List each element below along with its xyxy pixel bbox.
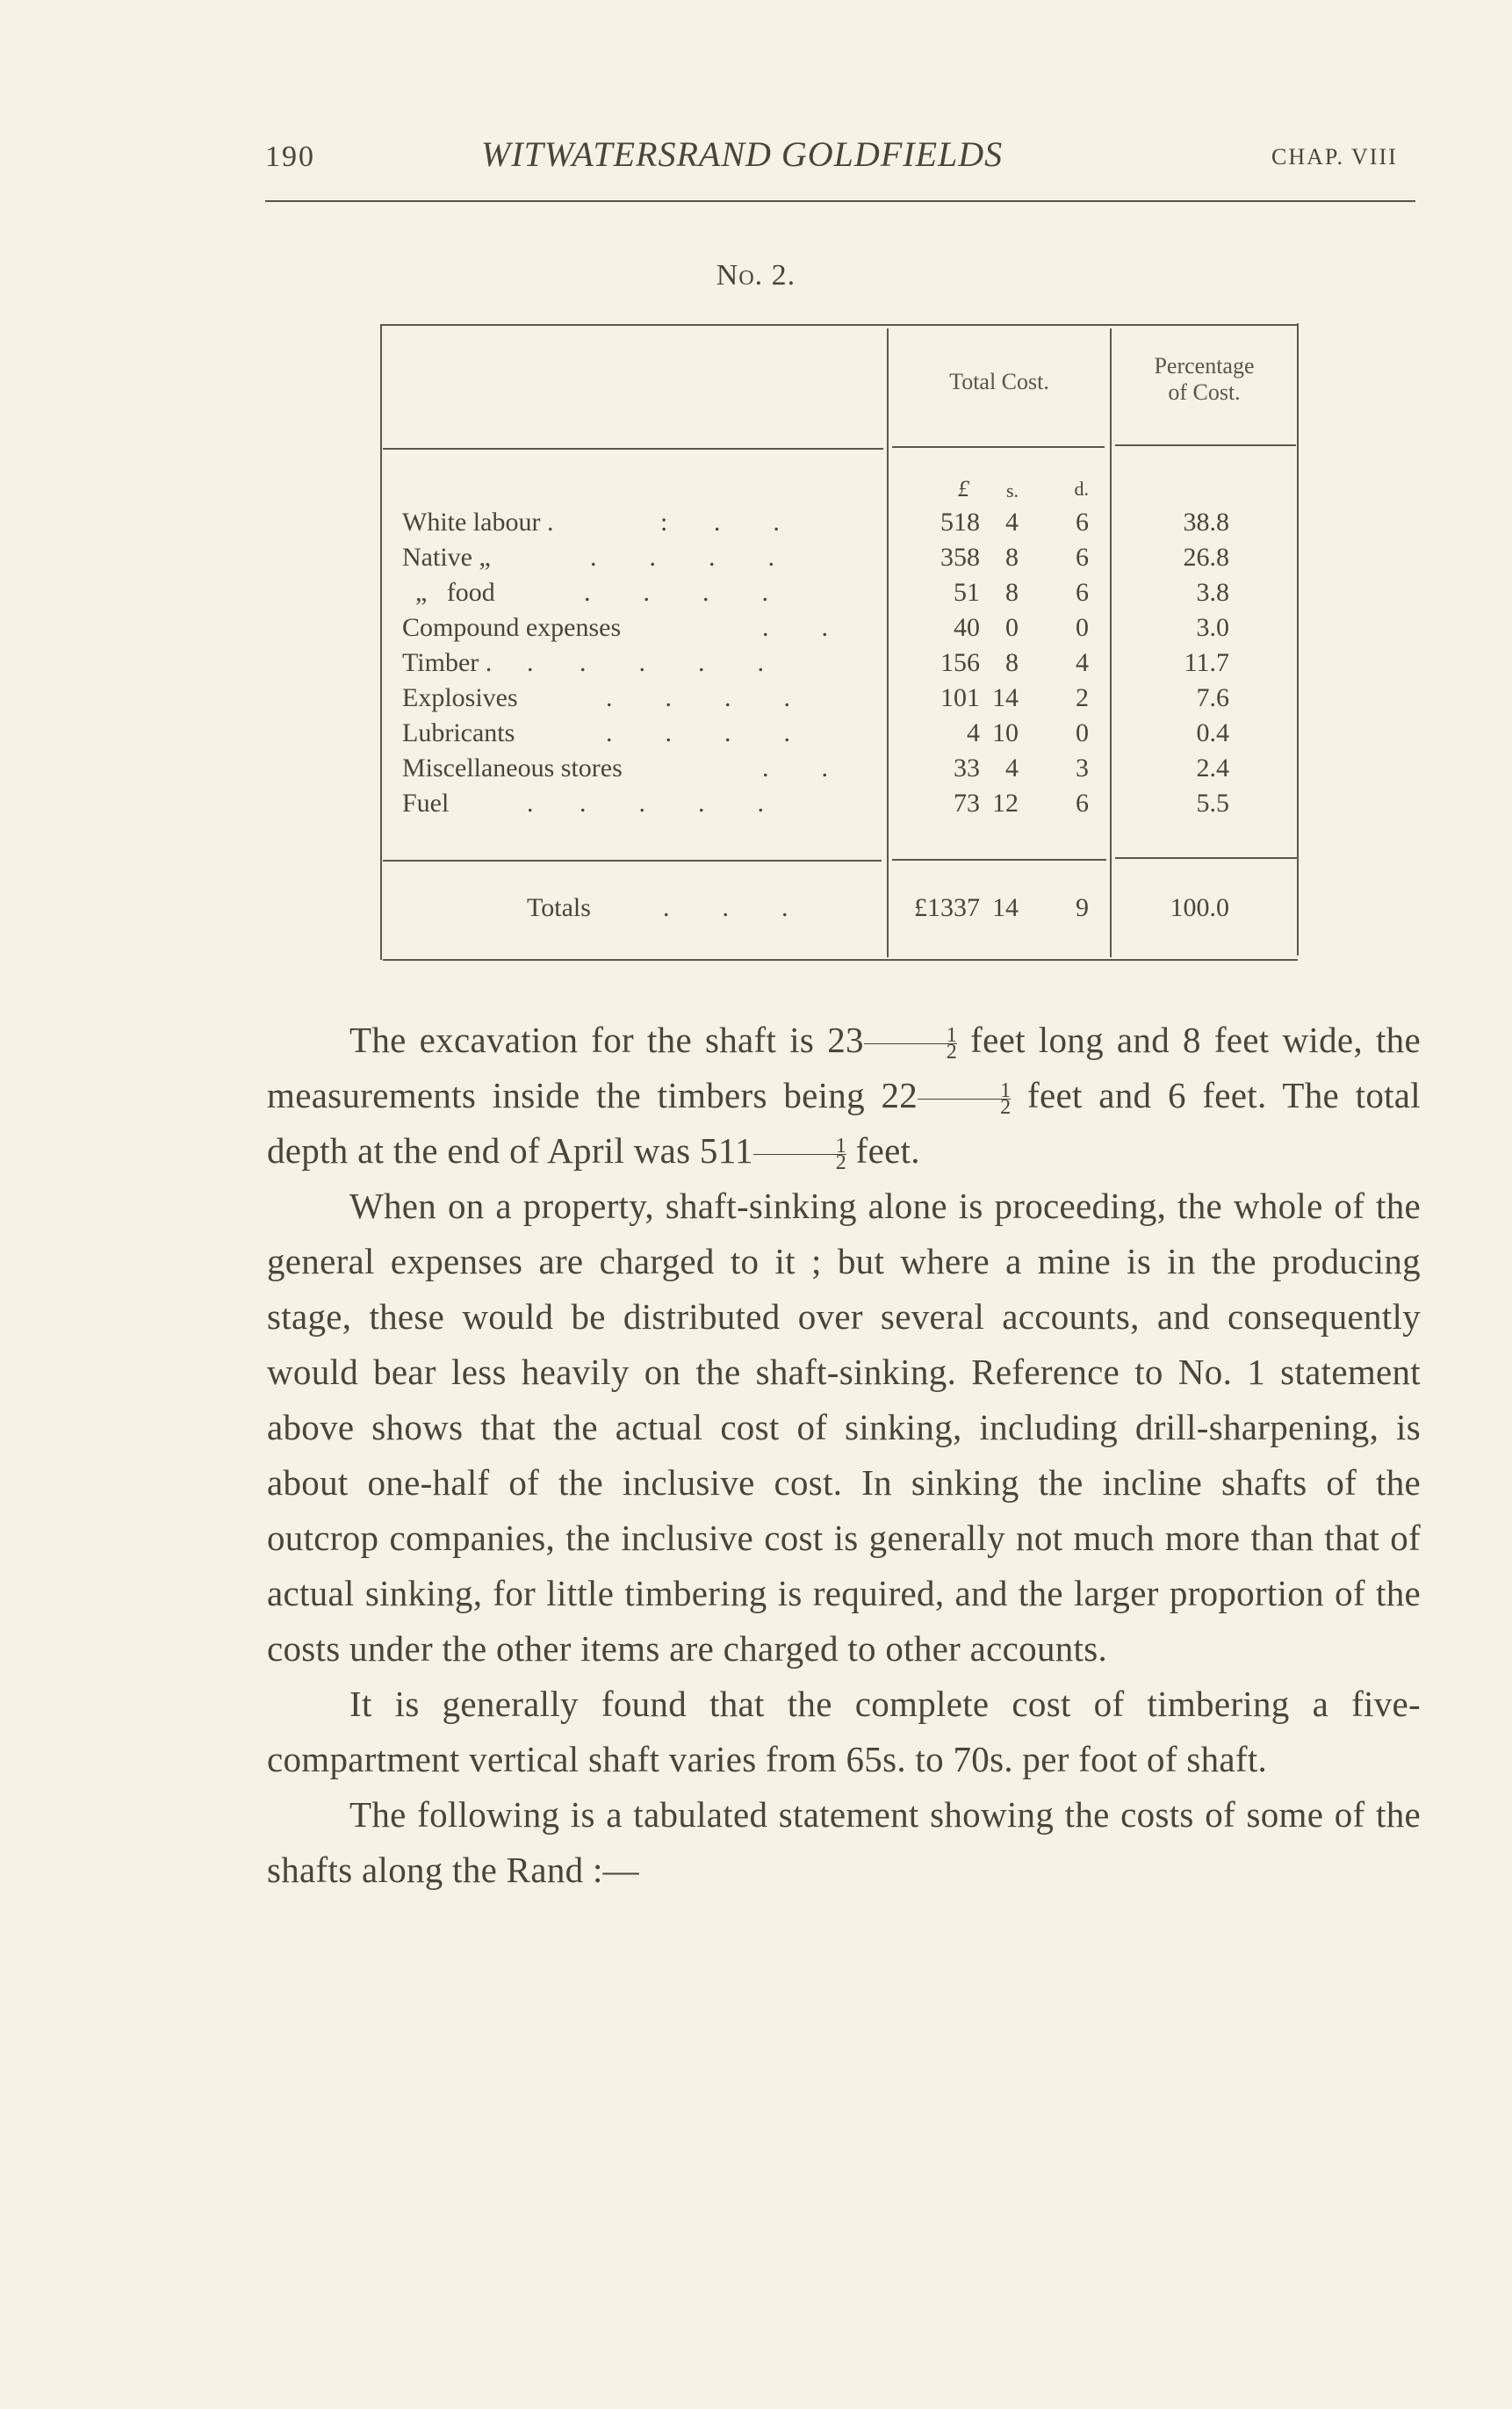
body-text <box>267 1013 1421 1898</box>
paragraph: It is generally found that the complete cost of timbering a five-compartment vertical shaft varies from 65s. to 70s. per foot of shaft. <box>267 1684 1421 1779</box>
row-shillings: 8 <box>1005 578 1019 607</box>
row-shillings: 4 <box>1005 508 1019 537</box>
table-left-border <box>380 326 382 960</box>
row-pence: 6 <box>1076 543 1089 572</box>
header-bottom-rule <box>892 446 1105 448</box>
row-shillings: 4 <box>1005 754 1019 783</box>
row-leader-dots: . . . . . <box>527 648 764 677</box>
row-label: Miscellaneous stores <box>402 754 623 783</box>
totals-top-rule <box>1115 857 1298 859</box>
row-leader-dots: . . . . <box>590 543 774 572</box>
row-pence: 6 <box>1076 578 1089 607</box>
row-pence: 6 <box>1076 508 1089 537</box>
row-pence: 2 <box>1076 683 1089 712</box>
paragraph: The excavation for the shaft is 23 $\frac{1}{2}$ feet long and 8 feet wide, the measurements inside the timbers being 22 $\frac{1}{2}$ feet and 6 feet. The total depth at the end of April was 511 $\frac{1}{2}$ feet. <box>267 1020 1421 1175</box>
row-pounds: 101 <box>940 683 980 712</box>
row-shillings: 14 <box>992 683 1019 712</box>
header-percentage-line1: Percentage <box>1154 353 1255 379</box>
row-leader-dots: . . . <box>663 893 788 922</box>
totals-label: Totals <box>527 893 591 922</box>
row-label: Native „ <box>402 543 491 572</box>
row-pence: 3 <box>1076 754 1089 783</box>
totals-pence: 9 <box>1076 893 1089 922</box>
row-pence: 6 <box>1076 789 1089 818</box>
paragraph: When on a property, shaft-sinking alone is proceeding, the whole of the general expenses are charged to it ; but where a mine is in the producing stage, these would be distributed over several accounts, and consequently would bear less heavily on the shaft-sinking. Reference to No. 1 statement above shows that the actual cost of sinking, including drill-sharpening, is about one-half of the inclusive cost. In sinking the incline shafts of the outcrop companies, the inclusive cost is generally not much more than that of actual sinking, for little timbering is required, and the larger proportion of the costs under the other items are charged to other accounts. <box>267 1186 1421 1669</box>
table-bottom-rule <box>383 959 1298 961</box>
totals-percent: 100.0 <box>1170 893 1229 922</box>
totals-top-rule <box>892 859 1106 861</box>
row-pounds: 40 <box>954 613 980 642</box>
header-rule <box>265 200 1415 202</box>
table-title: No. 2. <box>716 259 796 292</box>
fraction-half: $\frac{1}{2}$ <box>864 1028 957 1060</box>
row-shillings: 0 <box>1005 613 1019 642</box>
totals-top-rule <box>383 860 882 862</box>
paragraph: The following is a tabulated statement showing the costs of some of the shafts along the Rand :— <box>267 1794 1421 1890</box>
row-pounds: 73 <box>954 789 980 818</box>
fraction-half: $\frac{1}{2}$ <box>918 1083 1011 1115</box>
unit-pounds: £ <box>958 476 969 501</box>
row-percent: 3.8 <box>1196 578 1229 607</box>
row-percent: 11.7 <box>1184 648 1229 677</box>
unit-shillings: s. <box>1005 480 1019 501</box>
row-pence: 0 <box>1076 613 1089 642</box>
table-right-border <box>1297 323 1299 956</box>
row-pounds: 33 <box>954 754 980 783</box>
row-shillings: 12 <box>992 789 1019 818</box>
column-divider <box>887 328 889 957</box>
totals-shillings: 14 <box>992 893 1019 922</box>
row-percent: 38.8 <box>1183 508 1229 537</box>
row-shillings: 8 <box>1005 543 1019 572</box>
row-percent: 3.0 <box>1196 613 1229 642</box>
header-percentage-line2: of Cost. <box>1168 379 1241 405</box>
row-pounds: 156 <box>940 648 980 677</box>
header-total-cost: Total Cost. <box>949 369 1049 394</box>
header-bottom-rule <box>383 448 883 450</box>
page-number: 190 <box>265 141 315 173</box>
row-label: Lubricants <box>402 718 515 747</box>
chapter-label: CHAP. VIII <box>1271 144 1398 169</box>
row-percent: 0.4 <box>1196 718 1229 747</box>
row-shillings: 8 <box>1005 648 1019 677</box>
table-top-rule <box>380 324 1297 326</box>
row-leader-dots: . . <box>762 613 828 642</box>
row-percent: 7.6 <box>1196 683 1229 712</box>
row-percent: 26.8 <box>1183 543 1229 572</box>
row-shillings: 10 <box>992 718 1019 747</box>
row-label: Fuel <box>402 789 450 818</box>
row-label: Explosives <box>402 683 518 712</box>
row-pounds: 358 <box>940 543 980 572</box>
header-percentage <box>1112 353 1297 406</box>
row-pounds: 4 <box>967 718 980 747</box>
row-leader-dots: . . <box>762 754 828 783</box>
row-label: „ food <box>402 578 495 607</box>
running-title: WITWATERSRAND GOLDFIELDS <box>481 134 1004 174</box>
header-bottom-rule <box>1115 444 1296 446</box>
row-label: Compound expenses <box>402 613 622 642</box>
column-divider <box>1110 328 1112 957</box>
unit-pence: d. <box>1074 478 1089 500</box>
row-pence: 0 <box>1076 718 1089 747</box>
row-leader-dots: : . . <box>660 508 780 537</box>
row-leader-dots: . . . . <box>606 718 790 747</box>
row-pounds: 518 <box>940 508 980 537</box>
fraction-half: $\frac{1}{2}$ <box>753 1138 846 1171</box>
row-label: White labour . <box>402 508 554 537</box>
totals-pounds: £1337 <box>914 893 980 922</box>
row-leader-dots: . . . . <box>606 683 790 712</box>
row-leader-dots: . . . . . <box>527 789 764 818</box>
row-percent: 5.5 <box>1196 789 1229 818</box>
row-leader-dots: . . . . <box>584 578 768 607</box>
row-pence: 4 <box>1076 648 1089 677</box>
row-label: Timber . <box>402 648 493 677</box>
row-pounds: 51 <box>954 578 980 607</box>
row-percent: 2.4 <box>1196 754 1229 783</box>
